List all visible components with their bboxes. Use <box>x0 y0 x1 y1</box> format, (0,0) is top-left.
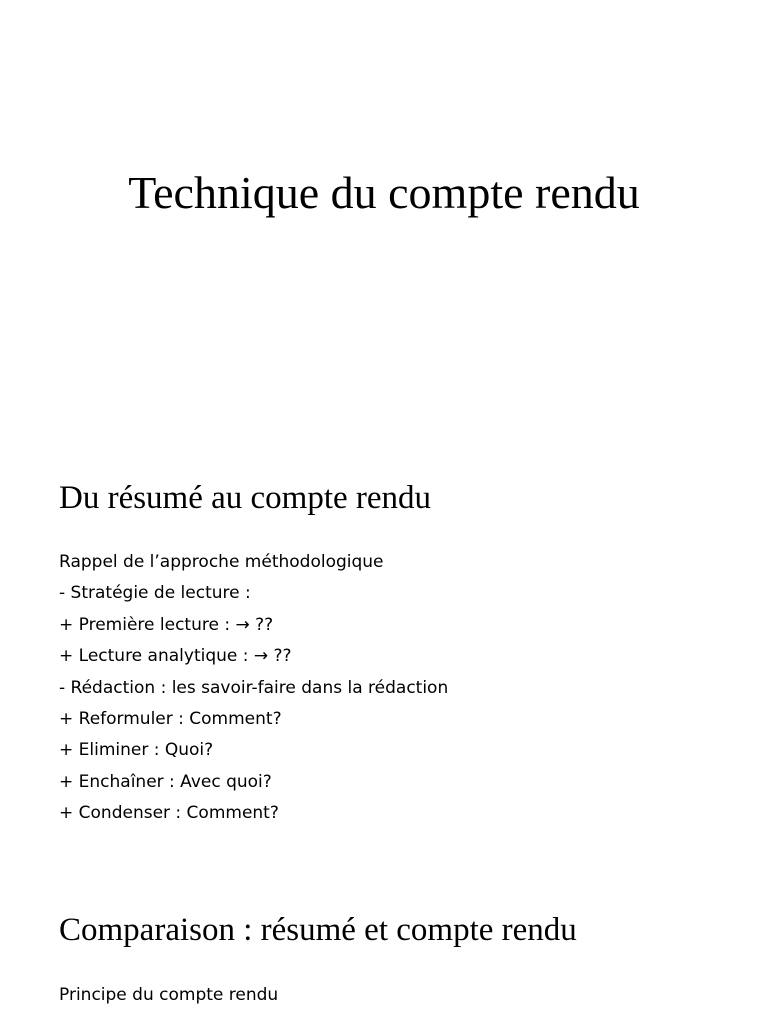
list-item: Rappel de l’approche méthodologique <box>59 552 384 572</box>
list-item: + Condenser : Comment? <box>59 803 279 824</box>
list-item: + Première lecture : → ?? <box>59 614 274 635</box>
page-title: Technique du compte rendu <box>128 167 640 218</box>
list-item: + Eliminer : Quoi? <box>59 740 214 761</box>
section-heading-comparaison: Comparaison : résumé et compte rendu <box>59 912 577 948</box>
list-item: - Stratégie de lecture : <box>59 583 251 604</box>
list-item: - Rédaction : les savoir-faire dans la rédaction <box>59 677 449 698</box>
list-item: + Reformuler : Comment? <box>59 708 282 729</box>
cropped-text-line <box>140 1016 640 1026</box>
section-heading-resume: Du résumé au compte rendu <box>59 480 432 516</box>
list-item: + Enchaîner : Avec quoi? <box>59 771 272 792</box>
principle-subheading: Principe du compte rendu <box>59 985 279 1005</box>
methodology-list <box>59 547 448 830</box>
list-item: + Lecture analytique : → ?? <box>59 646 292 667</box>
